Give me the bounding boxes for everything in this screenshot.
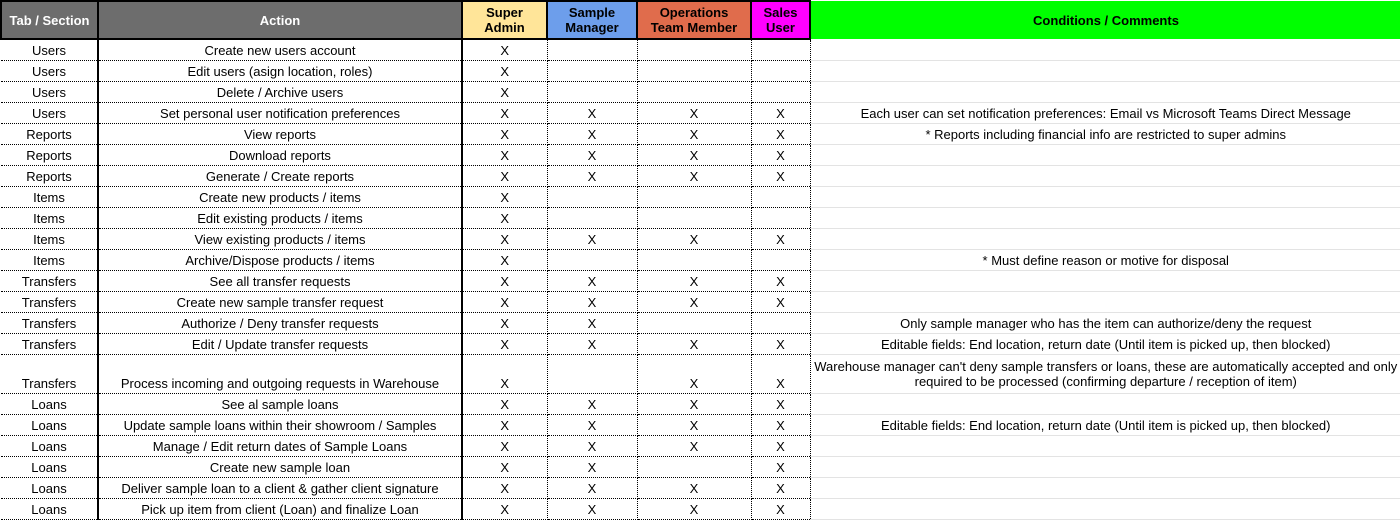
action-cell[interactable]: Update sample loans within their showroom / Samples	[98, 415, 462, 436]
action-cell[interactable]: Set personal user notification preferences	[98, 103, 462, 124]
sample-manager-cell[interactable]: X	[547, 103, 637, 124]
sample-manager-cell[interactable]: X	[547, 478, 637, 499]
sample-manager-cell[interactable]	[547, 39, 637, 61]
table-row	[1, 394, 1400, 415]
tab-cell[interactable]: Transfers	[1, 313, 98, 334]
sales-user-cell[interactable]: X	[751, 166, 810, 187]
super-admin-cell[interactable]: X	[462, 394, 547, 415]
tab-cell[interactable]: Transfers	[1, 271, 98, 292]
sample-manager-cell[interactable]: X	[547, 271, 637, 292]
table-row	[1, 436, 1400, 457]
sample-manager-cell[interactable]: X	[547, 457, 637, 478]
sales-user-cell[interactable]: X	[751, 271, 810, 292]
tab-cell[interactable]: Users	[1, 39, 98, 61]
action-cell[interactable]: See al sample loans	[98, 394, 462, 415]
comment-cell[interactable]: * Reports including financial info are restricted to super admins	[810, 124, 1400, 145]
sales-user-cell[interactable]	[751, 313, 810, 334]
table-row	[1, 61, 1400, 82]
comment-cell[interactable]	[810, 478, 1400, 499]
action-cell[interactable]: Manage / Edit return dates of Sample Loans	[98, 436, 462, 457]
header-row	[1, 1, 1400, 39]
operations-cell[interactable]: X	[637, 271, 751, 292]
sales-user-cell[interactable]	[751, 82, 810, 103]
action-cell[interactable]: Create new sample loan	[98, 457, 462, 478]
table-row	[1, 355, 1400, 394]
action-cell[interactable]: See all transfer requests	[98, 271, 462, 292]
header-operations-team-member[interactable]	[637, 1, 751, 39]
comment-cell[interactable]	[810, 187, 1400, 208]
action-cell[interactable]: Create new products / items	[98, 187, 462, 208]
table-row	[1, 124, 1400, 145]
comment-cell[interactable]	[810, 499, 1400, 520]
sales-user-cell[interactable]: X	[751, 292, 810, 313]
sample-manager-cell[interactable]: X	[547, 145, 637, 166]
sample-manager-cell[interactable]: X	[547, 436, 637, 457]
operations-cell[interactable]	[637, 250, 751, 271]
sample-manager-cell[interactable]: X	[547, 499, 637, 520]
comment-cell[interactable]: Warehouse manager can't deny sample transfers or loans, these are automatically accepted and only required to be processed (confirming departure / reception of item)	[810, 355, 1400, 394]
sample-manager-cell[interactable]: X	[547, 292, 637, 313]
super-admin-cell[interactable]: X	[462, 415, 547, 436]
comment-cell[interactable]	[810, 166, 1400, 187]
table-row	[1, 208, 1400, 229]
tab-cell[interactable]: Loans	[1, 394, 98, 415]
action-cell[interactable]: Archive/Dispose products / items	[98, 250, 462, 271]
sample-manager-cell[interactable]	[547, 61, 637, 82]
operations-cell[interactable]: X	[637, 478, 751, 499]
comment-cell[interactable]	[810, 82, 1400, 103]
comment-cell[interactable]: Each user can set notification preferences: Email vs Microsoft Teams Direct Message	[810, 103, 1400, 124]
sales-user-cell[interactable]: X	[751, 103, 810, 124]
action-cell[interactable]: Edit users (asign location, roles)	[98, 61, 462, 82]
tab-cell[interactable]: Transfers	[1, 334, 98, 355]
sales-user-cell[interactable]	[751, 39, 810, 61]
header-sample-manager[interactable]	[547, 1, 637, 39]
operations-cell[interactable]	[637, 82, 751, 103]
tab-cell[interactable]: Users	[1, 82, 98, 103]
sample-manager-cell[interactable]	[547, 250, 637, 271]
header-operations-line2: Team Member	[650, 20, 738, 35]
sample-manager-cell[interactable]	[547, 187, 637, 208]
action-cell[interactable]: Generate / Create reports	[98, 166, 462, 187]
comment-cell[interactable]	[810, 457, 1400, 478]
comment-cell[interactable]	[810, 39, 1400, 61]
sample-manager-cell[interactable]	[547, 208, 637, 229]
operations-cell[interactable]: X	[637, 145, 751, 166]
tab-cell[interactable]: Reports	[1, 124, 98, 145]
table-row	[1, 478, 1400, 499]
sales-user-cell[interactable]: X	[751, 394, 810, 415]
super-admin-cell[interactable]: X	[462, 250, 547, 271]
operations-cell[interactable]	[637, 61, 751, 82]
comment-cell[interactable]	[810, 436, 1400, 457]
super-admin-cell[interactable]: X	[462, 271, 547, 292]
action-cell[interactable]: Download reports	[98, 145, 462, 166]
sales-user-cell[interactable]: X	[751, 457, 810, 478]
sample-manager-cell[interactable]: X	[547, 334, 637, 355]
header-sample-manager-line1: Sample	[568, 5, 616, 20]
super-admin-cell[interactable]: X	[462, 355, 547, 394]
tab-cell[interactable]: Loans	[1, 436, 98, 457]
comment-cell[interactable]	[810, 292, 1400, 313]
operations-cell[interactable]	[637, 208, 751, 229]
super-admin-cell[interactable]: X	[462, 334, 547, 355]
operations-cell[interactable]: X	[637, 124, 751, 145]
table-row	[1, 271, 1400, 292]
table-row	[1, 415, 1400, 436]
action-cell[interactable]: Pick up item from client (Loan) and finalize Loan	[98, 499, 462, 520]
header-super-admin[interactable]	[462, 1, 547, 39]
comment-cell[interactable]	[810, 394, 1400, 415]
header-super-admin-line1: Super	[486, 5, 523, 20]
sample-manager-cell[interactable]: X	[547, 394, 637, 415]
table-row	[1, 145, 1400, 166]
sample-manager-cell[interactable]: X	[547, 415, 637, 436]
header-operations-line1: Operations	[659, 5, 729, 20]
action-cell[interactable]: Create new sample transfer request	[98, 292, 462, 313]
sales-user-cell[interactable]	[751, 208, 810, 229]
sample-manager-cell[interactable]: X	[547, 229, 637, 250]
tab-cell[interactable]: Reports	[1, 166, 98, 187]
tab-cell[interactable]: Loans	[1, 478, 98, 499]
comment-cell[interactable]	[810, 208, 1400, 229]
tab-cell[interactable]: Transfers	[1, 292, 98, 313]
table-row	[1, 457, 1400, 478]
table-row	[1, 292, 1400, 313]
tab-cell[interactable]: Loans	[1, 499, 98, 520]
sales-user-cell[interactable]: X	[751, 436, 810, 457]
header-super-admin-line2: Admin	[484, 20, 525, 35]
super-admin-cell[interactable]: X	[462, 39, 547, 61]
action-cell[interactable]: Edit / Update transfer requests	[98, 334, 462, 355]
sample-manager-cell[interactable]	[547, 355, 637, 394]
operations-cell[interactable]	[637, 187, 751, 208]
tab-cell[interactable]: Loans	[1, 457, 98, 478]
comment-cell[interactable]	[810, 271, 1400, 292]
action-cell[interactable]: View existing products / items	[98, 229, 462, 250]
sales-user-cell[interactable]: X	[751, 229, 810, 250]
tab-cell[interactable]: Users	[1, 103, 98, 124]
sales-user-cell[interactable]: X	[751, 499, 810, 520]
super-admin-cell[interactable]: X	[462, 436, 547, 457]
operations-cell[interactable]: X	[637, 355, 751, 394]
operations-cell[interactable]: X	[637, 292, 751, 313]
table-row	[1, 166, 1400, 187]
super-admin-cell[interactable]: X	[462, 124, 547, 145]
action-cell[interactable]: Create new users account	[98, 39, 462, 61]
super-admin-cell[interactable]: X	[462, 229, 547, 250]
header-sales-line2: User	[766, 20, 795, 35]
comment-cell[interactable]: Editable fields: End location, return date (Until item is picked up, then blocked)	[810, 415, 1400, 436]
sales-user-cell[interactable]: X	[751, 355, 810, 394]
tab-cell[interactable]: Items	[1, 250, 98, 271]
operations-cell[interactable]: X	[637, 436, 751, 457]
action-cell[interactable]: View reports	[98, 124, 462, 145]
sample-manager-cell[interactable]: X	[547, 166, 637, 187]
sales-user-cell[interactable]: X	[751, 334, 810, 355]
sample-manager-cell[interactable]	[547, 82, 637, 103]
sales-user-cell[interactable]: X	[751, 478, 810, 499]
table-row	[1, 187, 1400, 208]
operations-cell[interactable]	[637, 457, 751, 478]
operations-cell[interactable]: X	[637, 499, 751, 520]
operations-cell[interactable]: X	[637, 103, 751, 124]
comment-cell[interactable]: Editable fields: End location, return date (Until item is picked up, then blocked)	[810, 334, 1400, 355]
action-cell[interactable]: Delete / Archive users	[98, 82, 462, 103]
header-sample-manager-line2: Manager	[565, 20, 619, 35]
table-row	[1, 82, 1400, 103]
super-admin-cell[interactable]: X	[462, 292, 547, 313]
sales-user-cell[interactable]: X	[751, 145, 810, 166]
sample-manager-cell[interactable]: X	[547, 313, 637, 334]
operations-cell[interactable]: X	[637, 334, 751, 355]
permissions-table-body	[1, 39, 1400, 520]
operations-cell[interactable]	[637, 313, 751, 334]
comment-cell[interactable]	[810, 61, 1400, 82]
super-admin-cell[interactable]: X	[462, 208, 547, 229]
super-admin-cell[interactable]: X	[462, 145, 547, 166]
super-admin-cell[interactable]: X	[462, 499, 547, 520]
super-admin-cell[interactable]: X	[462, 61, 547, 82]
operations-cell[interactable]: X	[637, 166, 751, 187]
super-admin-cell[interactable]: X	[462, 82, 547, 103]
tab-cell[interactable]: Reports	[1, 145, 98, 166]
super-admin-cell[interactable]: X	[462, 478, 547, 499]
header-sales-user[interactable]	[751, 1, 810, 39]
table-row	[1, 103, 1400, 124]
table-row	[1, 250, 1400, 271]
action-cell[interactable]: Process incoming and outgoing requests in Warehouse	[98, 355, 462, 394]
comment-cell[interactable]	[810, 229, 1400, 250]
sales-user-cell[interactable]	[751, 187, 810, 208]
table-row	[1, 499, 1400, 520]
action-cell[interactable]: Edit existing products / items	[98, 208, 462, 229]
table-row	[1, 313, 1400, 334]
tab-cell[interactable]: Items	[1, 229, 98, 250]
tab-cell[interactable]: Loans	[1, 415, 98, 436]
comment-cell[interactable]	[810, 145, 1400, 166]
header-tab-section[interactable]: Tab / Section	[1, 1, 98, 39]
action-cell[interactable]: Authorize / Deny transfer requests	[98, 313, 462, 334]
header-sales-line1: Sales	[763, 5, 798, 20]
sales-user-cell[interactable]: X	[751, 124, 810, 145]
sales-user-cell[interactable]	[751, 250, 810, 271]
comment-cell[interactable]: Only sample manager who has the item can authorize/deny the request	[810, 313, 1400, 334]
table-row	[1, 334, 1400, 355]
super-admin-cell[interactable]: X	[462, 187, 547, 208]
super-admin-cell[interactable]: X	[462, 313, 547, 334]
action-cell[interactable]: Deliver sample loan to a client & gather client signature	[98, 478, 462, 499]
tab-cell[interactable]: Users	[1, 61, 98, 82]
table-row	[1, 229, 1400, 250]
tab-cell[interactable]: Transfers	[1, 355, 98, 394]
sample-manager-cell[interactable]: X	[547, 124, 637, 145]
operations-cell[interactable]: X	[637, 394, 751, 415]
operations-cell[interactable]: X	[637, 229, 751, 250]
operations-cell[interactable]: X	[637, 415, 751, 436]
table-row	[1, 39, 1400, 61]
header-action[interactable]: Action	[98, 1, 462, 39]
sales-user-cell[interactable]: X	[751, 415, 810, 436]
operations-cell[interactable]	[637, 39, 751, 61]
tab-cell[interactable]: Items	[1, 187, 98, 208]
super-admin-cell[interactable]: X	[462, 457, 547, 478]
super-admin-cell[interactable]: X	[462, 166, 547, 187]
comment-cell[interactable]: * Must define reason or motive for disposal	[810, 250, 1400, 271]
tab-cell[interactable]: Items	[1, 208, 98, 229]
super-admin-cell[interactable]: X	[462, 103, 547, 124]
header-conditions-comments[interactable]: Conditions / Comments	[810, 1, 1400, 39]
sales-user-cell[interactable]	[751, 61, 810, 82]
